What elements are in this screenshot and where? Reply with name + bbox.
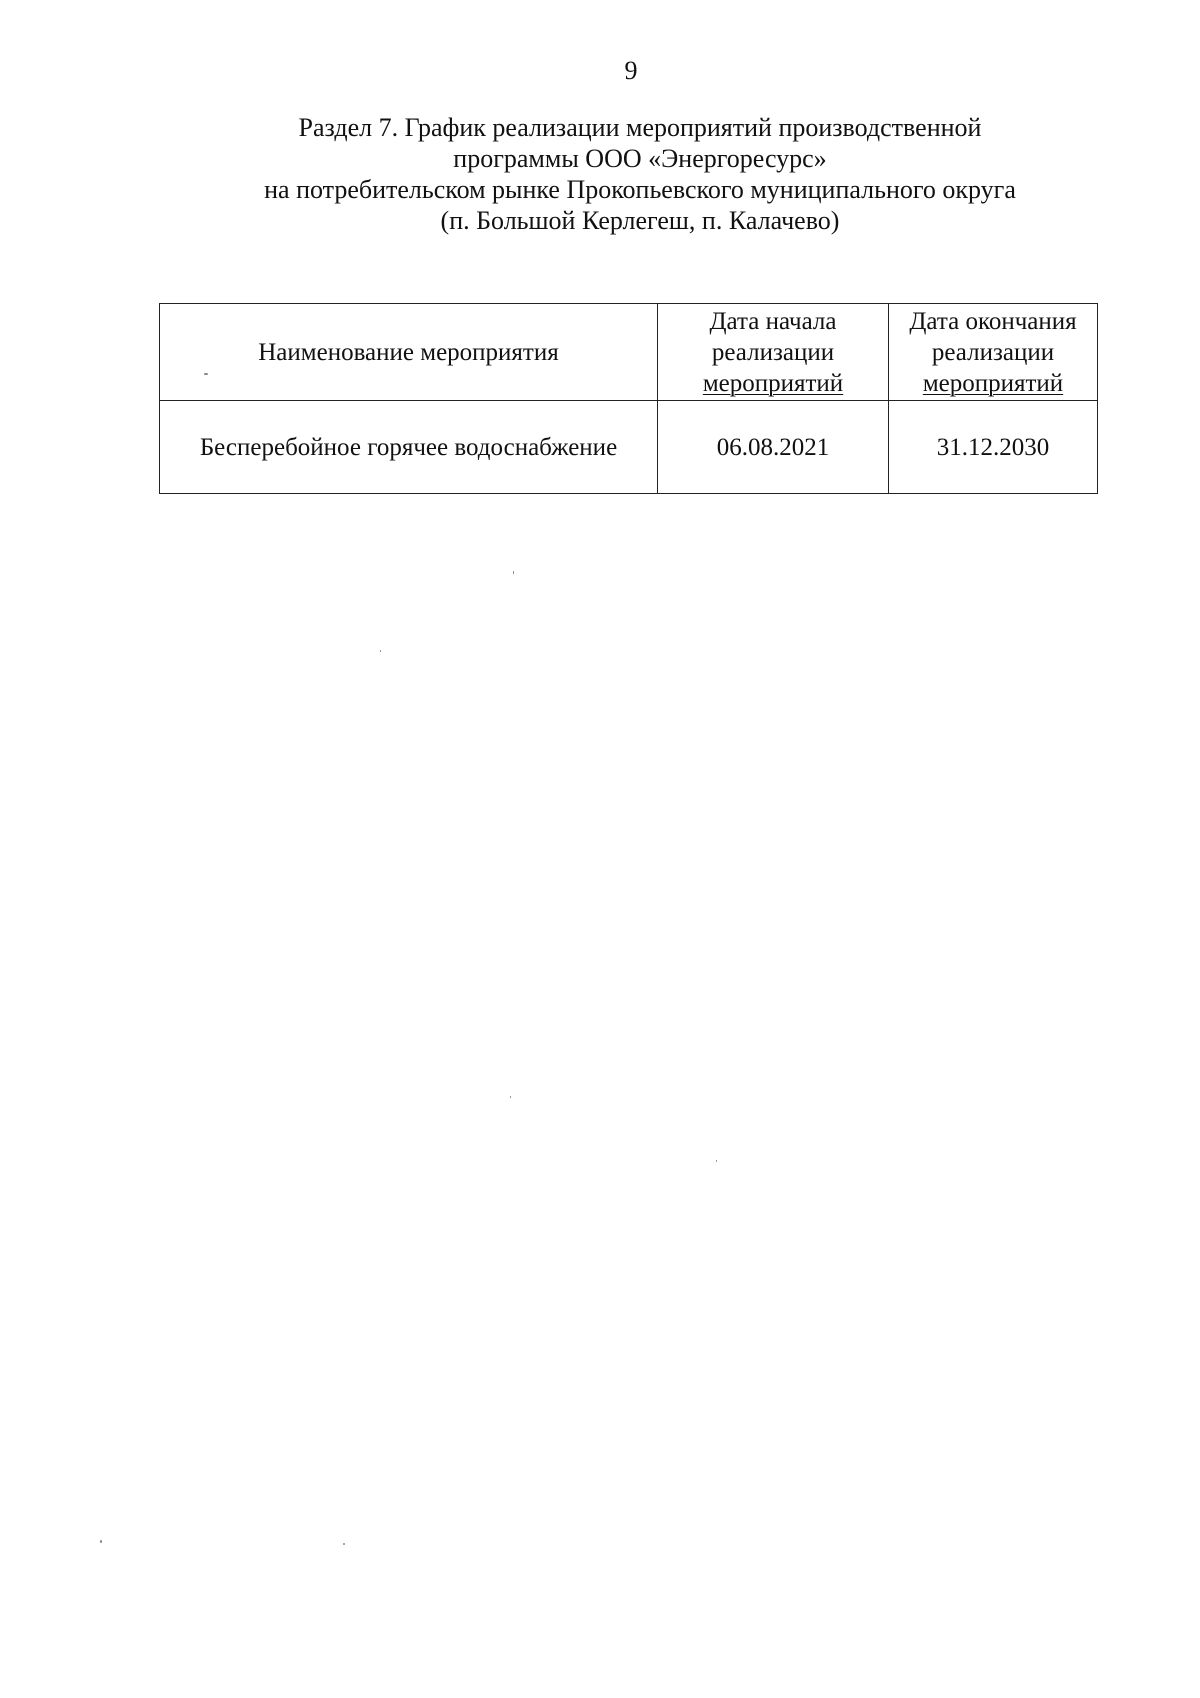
scan-speck xyxy=(100,1540,102,1543)
scan-speck xyxy=(716,1160,717,1162)
header-line: Дата начала xyxy=(709,307,837,335)
schedule-table xyxy=(159,303,1098,494)
header-line: Наименование мероприятия xyxy=(258,338,559,366)
header-line: реализации xyxy=(711,338,835,366)
section-title-line: (п. Большой Керлегеш, п. Калачево) xyxy=(440,206,840,235)
header-start-date xyxy=(658,304,889,401)
scan-speck xyxy=(513,571,514,574)
section-title-line: Раздел 7. График реализации мероприятий производственной xyxy=(298,113,982,142)
page-number: 9 xyxy=(624,56,638,85)
start-date-cell: 06.08.2021 xyxy=(658,401,889,494)
activity-name-cell: Бесперебойное горячее водоснабжение xyxy=(160,401,658,494)
header-line: мероприятий xyxy=(702,369,844,397)
table-row xyxy=(160,401,1098,494)
header-line: мероприятий xyxy=(922,369,1064,397)
end-date-cell: 31.12.2030 xyxy=(889,401,1098,494)
header-end-date xyxy=(889,304,1098,401)
scan-speck xyxy=(380,650,381,652)
scan-speck xyxy=(510,1096,511,1098)
section-title-line: программы ООО «Энергоресурс» xyxy=(453,144,827,173)
scan-speck xyxy=(343,1543,345,1545)
header-line: Дата окончания xyxy=(909,307,1077,335)
scan-speck xyxy=(204,373,208,375)
table-header-row xyxy=(160,304,1098,401)
header-activity-name xyxy=(160,304,658,401)
section-title xyxy=(160,112,1120,236)
section-title-line: на потребительском рынке Прокопьевского муниципального округа xyxy=(264,175,1016,204)
header-line: реализации xyxy=(931,338,1055,366)
